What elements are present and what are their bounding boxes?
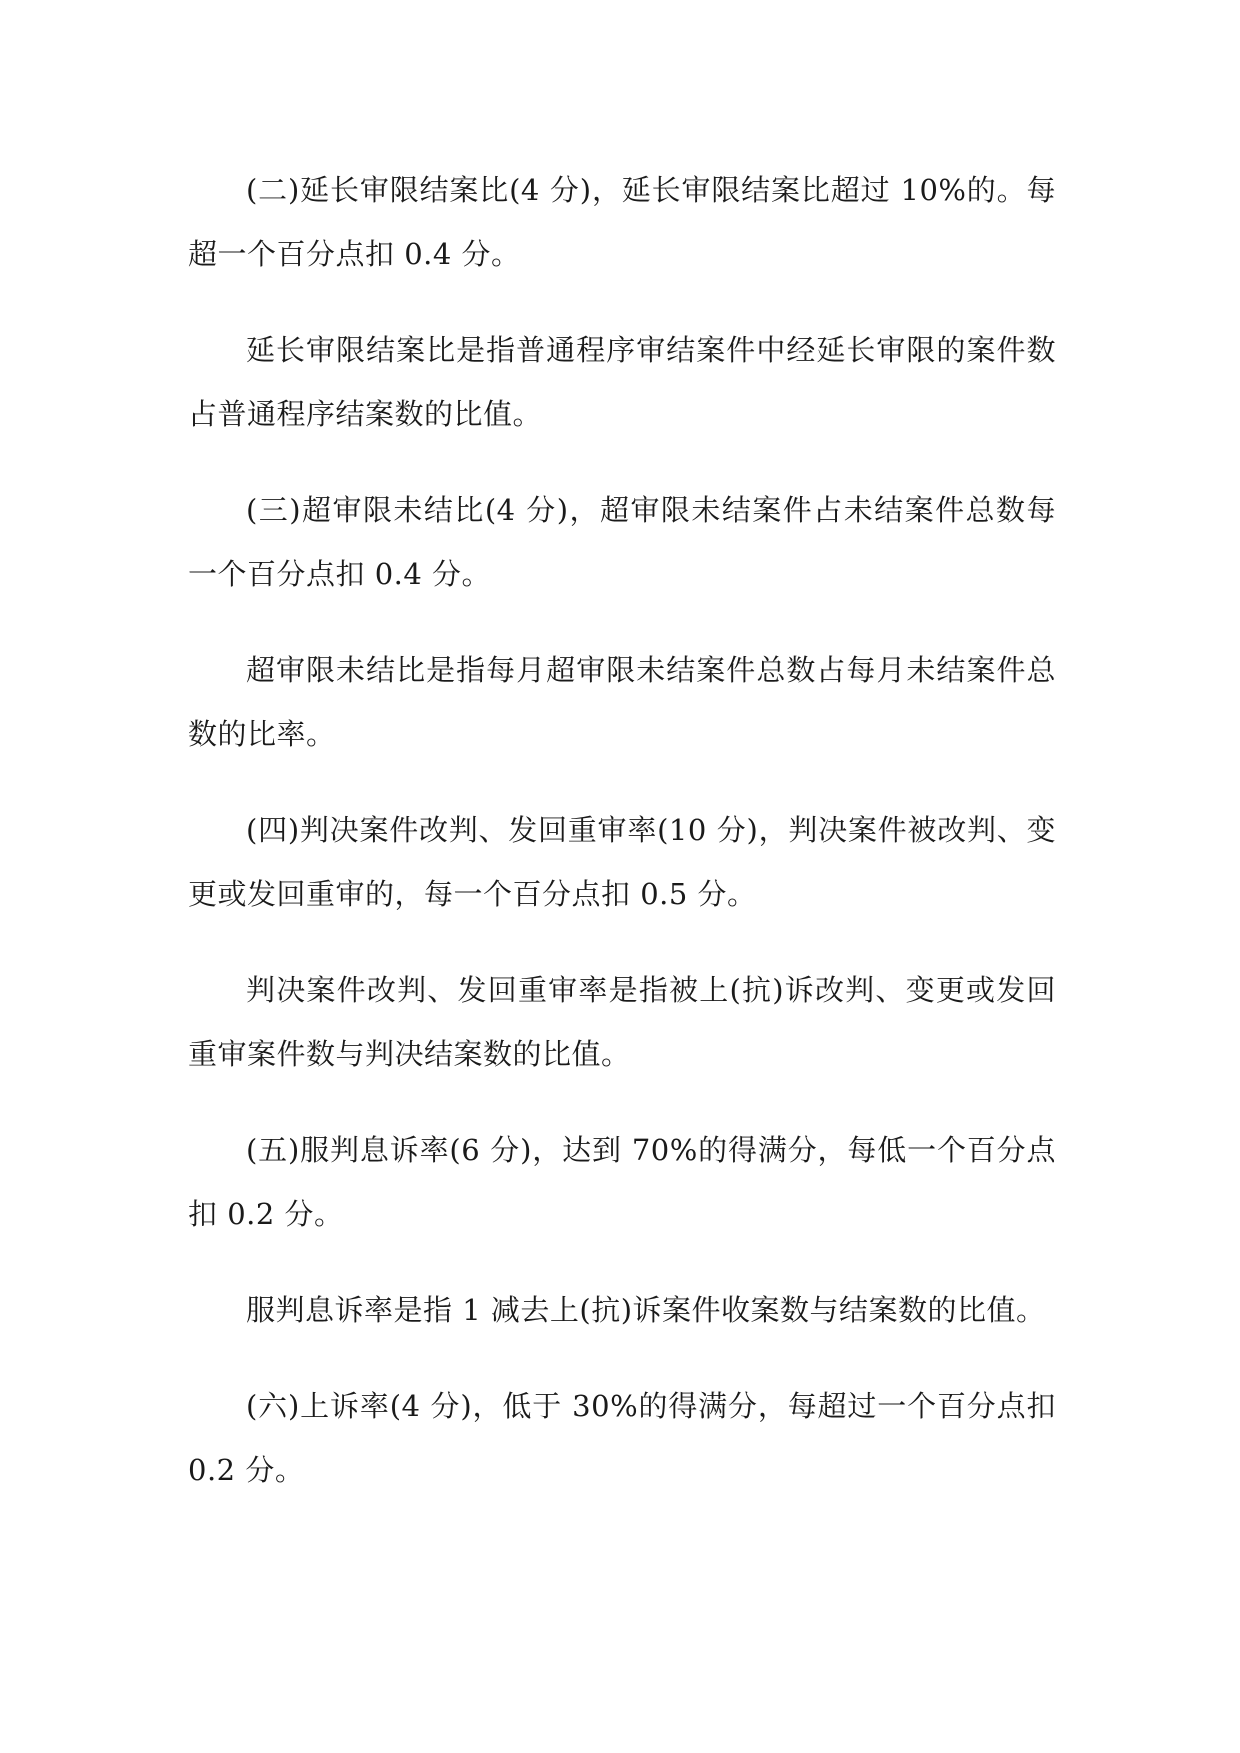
paragraph-reversal-retrial-rate: (四)判决案件改判、发回重审率(10 分)，判决案件被改判、变更或发回重审的，每一个百分点扣 0.5 分。 xyxy=(188,813,1056,911)
paragraph-overdue-unclosed-ratio: (三)超审限未结比(4 分)，超审限未结案件占未结案件总数每一个百分点扣 0.4 分。 xyxy=(188,493,1056,591)
paragraph-extended-term-definition: 延长审限结案比是指普通程序审结案件中经延长审限的案件数占普通程序结案数的比值。 xyxy=(188,333,1056,431)
paragraph-reversal-retrial-definition: 判决案件改判、发回重审率是指被上(抗)诉改判、变更或发回重审案件数与判决结案数的比值。 xyxy=(188,973,1056,1071)
paragraph-appeal-rate: (六)上诉率(4 分)，低于 30%的得满分，每超过一个百分点扣 0.2 分。 xyxy=(188,1389,1056,1487)
paragraph-extended-term-ratio: (二)延长审限结案比(4 分)，延长审限结案比超过 10%的。每超一个百分点扣 0.4 分。 xyxy=(188,173,1056,271)
document-body xyxy=(188,158,1056,1534)
paragraph-acceptance-definition: 服判息诉率是指 1 减去上(抗)诉案件收案数与结案数的比值。 xyxy=(246,1293,1046,1327)
paragraph-acceptance-rate: (五)服判息诉率(6 分)，达到 70%的得满分，每低一个百分点扣 0.2 分。 xyxy=(188,1133,1056,1231)
paragraph-overdue-unclosed-definition: 超审限未结比是指每月超审限未结案件总数占每月未结案件总数的比率。 xyxy=(188,653,1056,751)
